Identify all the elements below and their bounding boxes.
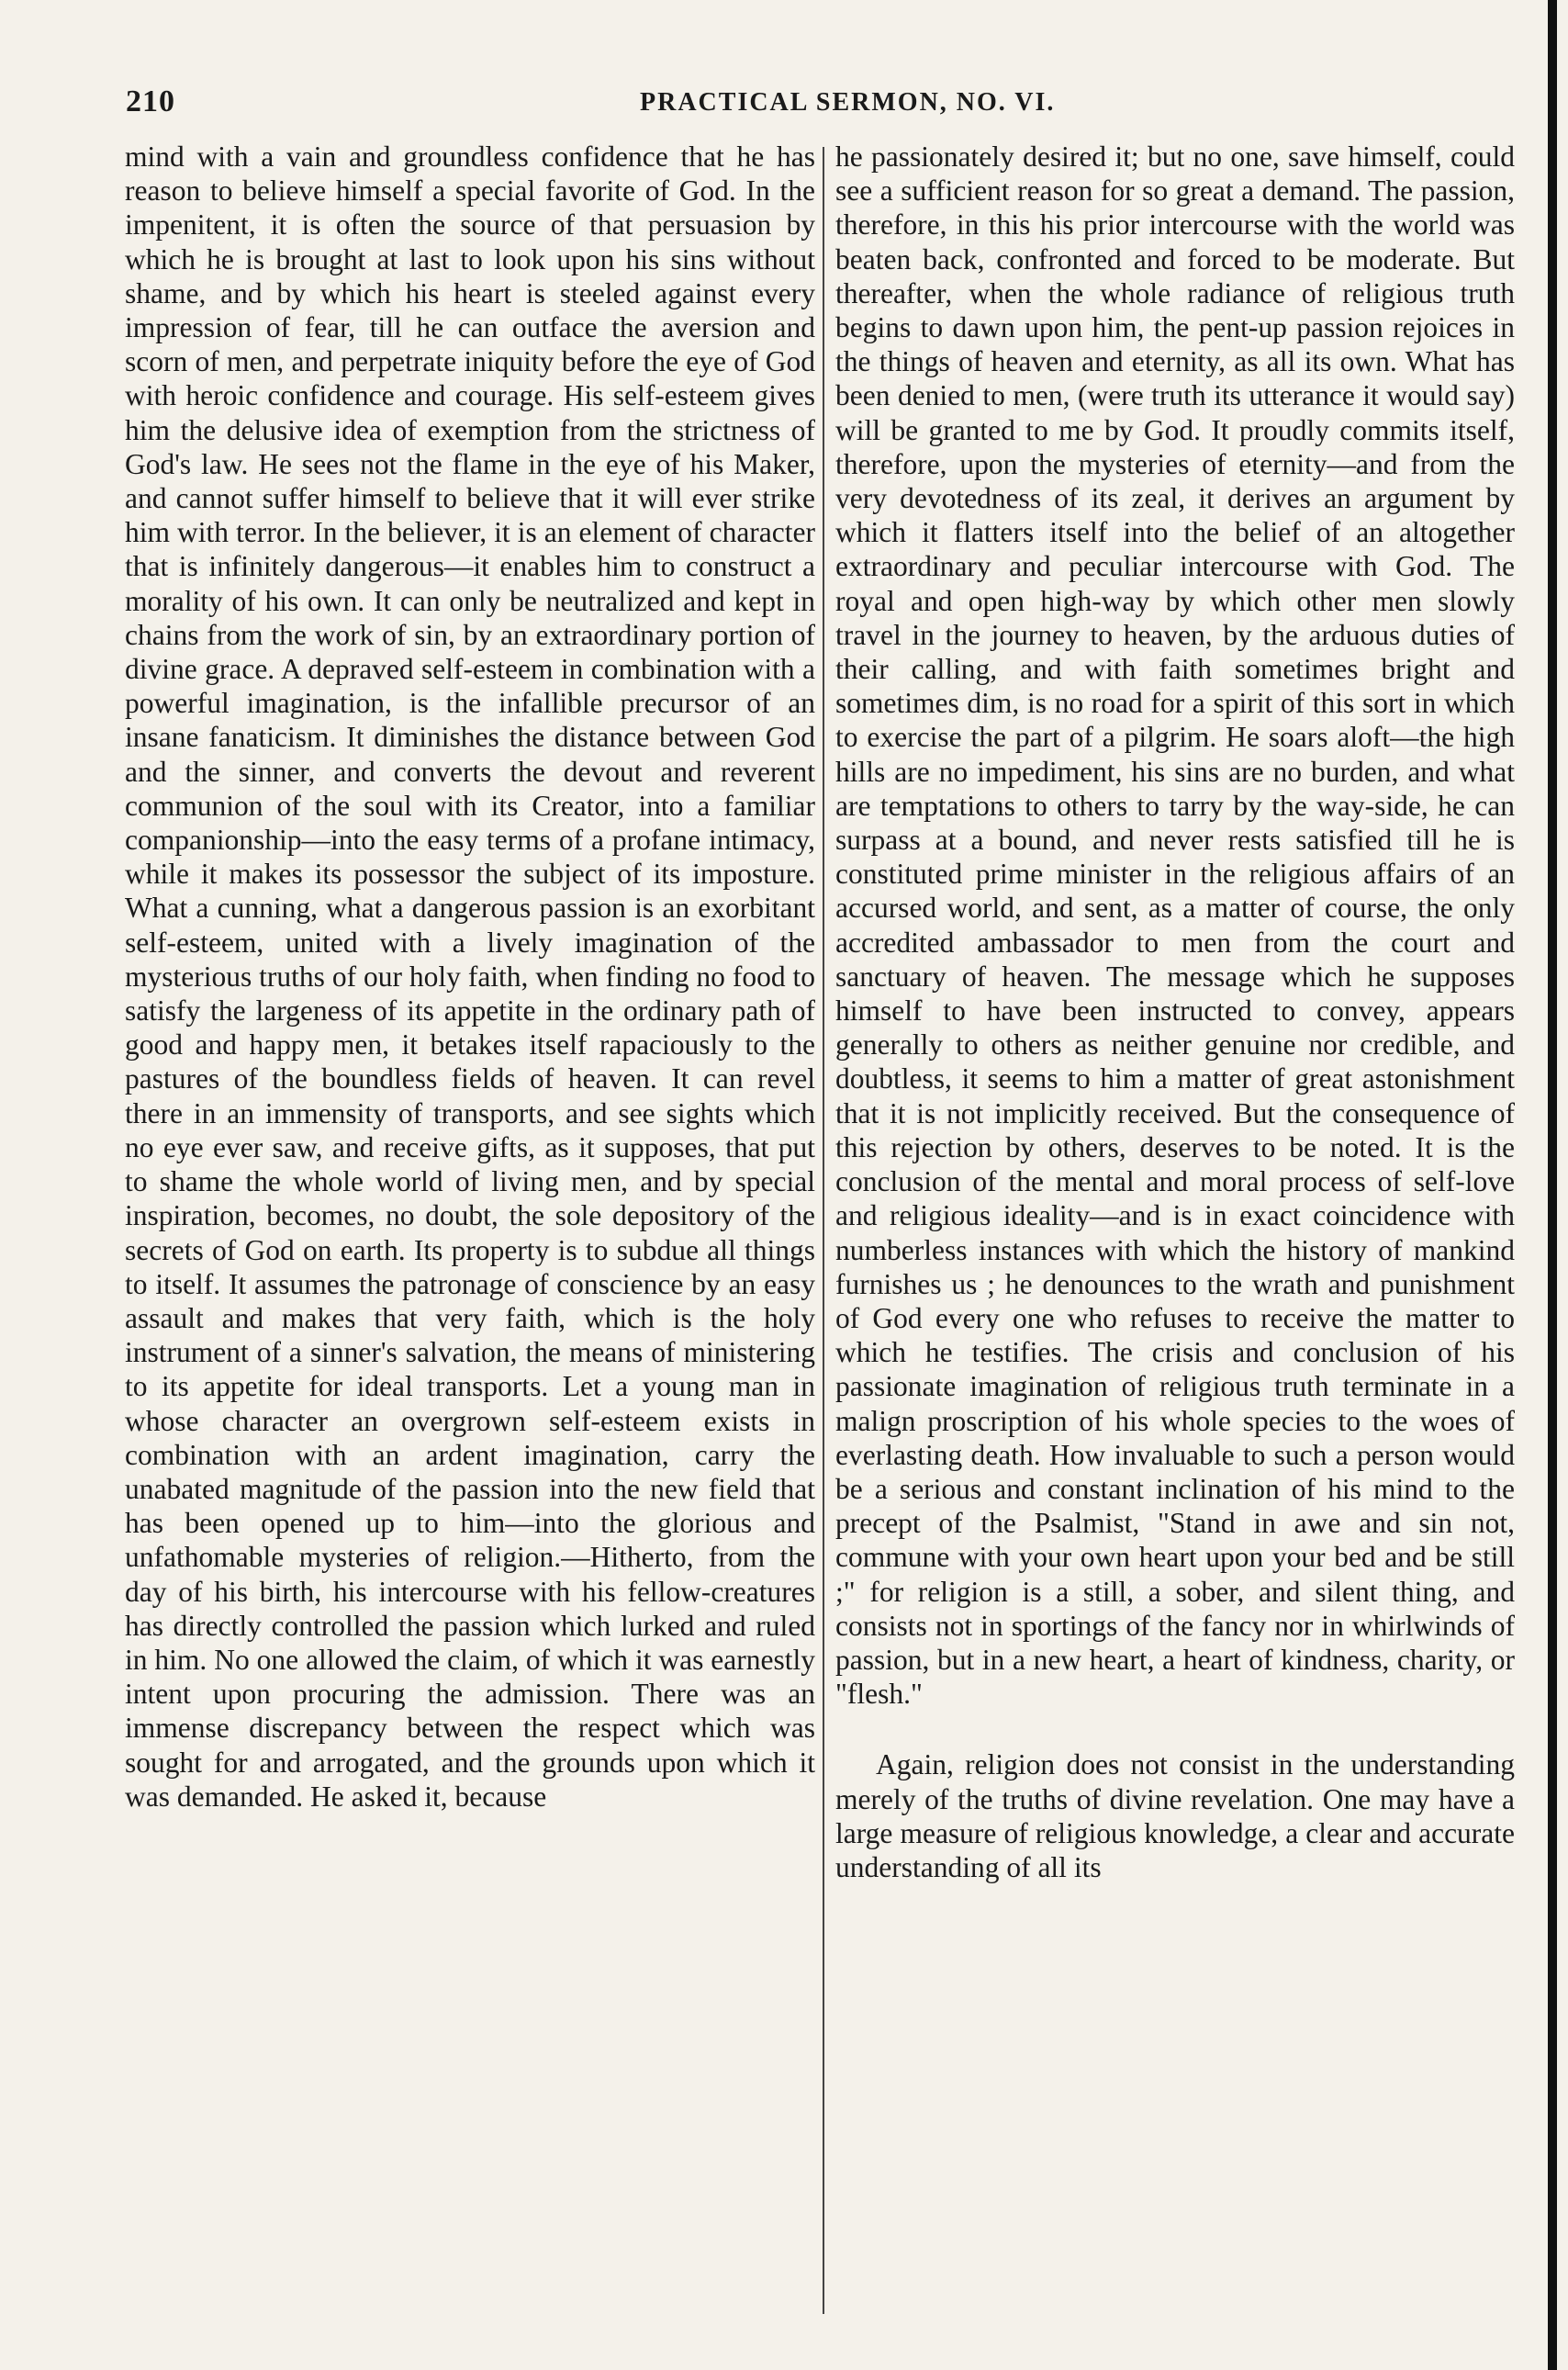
right-column (835, 140, 1515, 1884)
page-number: 210 (126, 84, 175, 118)
right-column-paragraph-2: Again, religion does not consist in the understanding merely of the truths of divine revelation. One may have a large measure of religious knowledge, a clear and accurate understanding of all its (835, 1748, 1515, 1883)
right-column-paragraph-1: he passionately desired it; but no one, save himself, could see a sufficient reason for so great a demand. The passion, therefore, in this his prior intercourse with the world was beaten back, confronted and forced to be moderate. But thereafter, when the whole radiance of religious truth begins to dawn upon him, the pent-up passion rejoices in the things of heaven and eternity, as all its own. What has been denied to men, (were truth its utterance it would say) will be granted to me by God. It proudly commits itself, therefore, upon the mysteries of eternity—and from the very devotedness of its zeal, it derives an argument by which it flatters itself into the belief of an altogether extraordinary and peculiar intercourse with God. The royal and open high-way by which other men slowly travel in the journey to heaven, by the arduous duties of their calling, and with faith sometimes bright and sometimes dim, is no road for a spirit of this sort in which to exercise the part of a pilgrim. He soars aloft—the high hills are no impediment, his sins are no burden, and what are temptations to others to tarry by the way-side, he can surpass at a bound, and never rests satisfied till he is constituted prime minister in the religious affairs of an accursed world, and sent, as a matter of course, the only accredited ambassador to men from the court and sanctuary of heaven. The message which he supposes himself to have been instructed to convey, appears generally to others as neither genuine nor credible, and doubtless, it seems to him a matter of great astonishment that it is not implicitly received. But the consequence of this rejection by others, deserves to be noted. It is the conclusion of the mental and moral process of self-love and religious ideality—and is in exact coincidence with numberless instances with which the history of mankind furnishes us ; he denounces to the wrath and punishment of God every one who refuses to receive the matter to which he testifies. The crisis and conclusion of his passionate imagination of religious truth terminate in a malign proscription of his whole species to the woes of everlasting death. How invaluable to such a person would be a serious and constant inclination of his mind to the precept of the Psalmist, "Stand in awe and sin not, commune with your own heart upon your bed and be still ;" for religion is a still, a sober, and silent thing, and consists not in sportings of the fancy nor in whirlwinds of passion, but in a new heart, a heart of kindness, charity, or "flesh." (835, 140, 1515, 1711)
left-column-paragraph: mind with a vain and groundless confidence that he has reason to believe himself a special favorite of God. In the impenitent, it is often the source of that persuasion by which he is brought at last to look upon his sins without shame, and by which his heart is steeled against every impression of fear, till he can outface the aversion and scorn of men, and perpetrate iniquity before the eye of God with heroic confidence and courage. His self-esteem gives him the delusive idea of exemption from the strictness of God's law. He sees not the flame in the eye of his Maker, and cannot suffer himself to believe that it will ever strike him with terror. In the believer, it is an element of character that is infinitely dangerous—it enables him to construct a morality of his own. It can only be neutralized and kept in chains from the work of sin, by an extraordinary portion of divine grace. A depraved self-esteem in combination with a powerful imagination, is the infallible precursor of an insane fanaticism. It diminishes the distance between God and the sinner, and converts the devout and reverent communion of the soul with its Creator, into a familiar companionship—into the easy terms of a profane intimacy, while it makes its possessor the subject of its imposture. What a cunning, what a dangerous passion is an exorbitant self-esteem, united with a lively imagination of the mysterious truths of our holy faith, when finding no food to satisfy the largeness of its appetite in the ordinary path of good and happy men, it betakes itself rapaciously to the pastures of the boundless fields of heaven. It can revel there in an immensity of transports, and see sights which no eye ever saw, and receive gifts, as it supposes, that put to shame the whole world of living men, and by special inspiration, becomes, no doubt, the sole depository of the secrets of God on earth. Its property is to subdue all things to itself. It assumes the patronage of conscience by an easy assault and makes that very faith, which is the holy instrument of a sinner's salvation, the means of ministering to its appetite for ideal transports. Let a young man in whose character an overgrown self-esteem exists in combination with an ardent imagination, carry the unabated magnitude of the passion into the new field that has been opened up to him—into the glorious and unfathomable mysteries of religion.—Hitherto, from the day of his birth, his intercourse with his fellow-creatures has directly controlled the passion which lurked and ruled in him. No one allowed the claim, of which it was earnestly intent upon procuring the admission. There was an immense discrepancy between the respect which was sought for and arrogated, and the grounds upon which it was demanded. He asked it, because (125, 140, 815, 1813)
running-head: PRACTICAL SERMON, NO. VI. (640, 88, 1056, 117)
page-header (126, 84, 1503, 125)
left-column (125, 140, 815, 1814)
page-edge-rule (1548, 0, 1557, 2370)
column-divider (823, 147, 824, 2314)
